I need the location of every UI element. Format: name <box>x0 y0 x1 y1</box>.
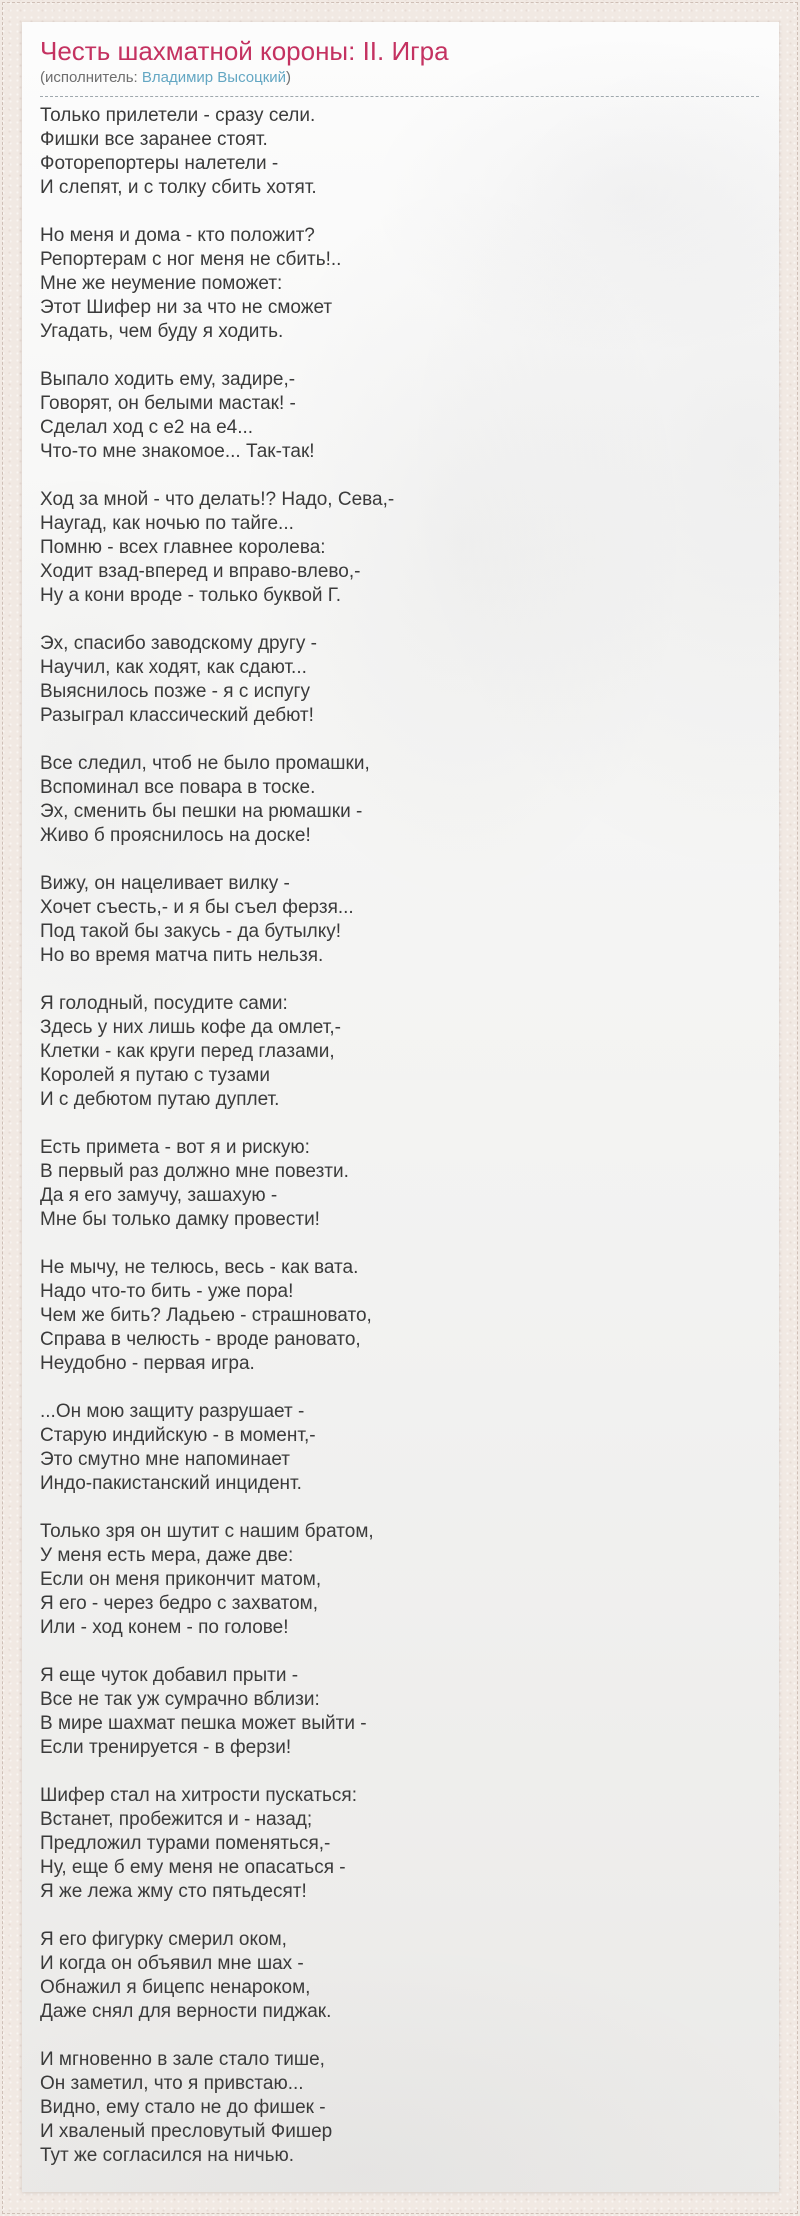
lyric-line: Я же лежа жму сто пятьдесят! <box>40 1881 307 1902</box>
lyric-line: Выяснилось позже - я с испугу <box>40 681 310 702</box>
lyric-line: Я его - через бедро с захватом, <box>40 1593 319 1614</box>
lyric-line: И слепят, и с толку сбить хотят. <box>40 177 317 198</box>
lyric-line: Сделал ход с е2 на е4... <box>40 417 254 438</box>
lyric-line: Или - ход конем - по голове! <box>40 1617 289 1638</box>
lyric-line: Шифер стал на хитрости пускаться: <box>40 1785 357 1806</box>
stanza <box>40 752 759 848</box>
lyric-line: Научил, как ходят, как сдают... <box>40 657 307 678</box>
lyric-line: Все следил, чтоб не было промашки, <box>40 753 370 774</box>
lyric-line: Видно, ему стало не до фишек - <box>40 2097 326 2118</box>
lyric-line: Справа в челюсть - вроде рановато, <box>40 1329 361 1350</box>
lyric-line: Только прилетели - сразу сели. <box>40 105 316 126</box>
stanza <box>40 1136 759 1232</box>
lyric-line: Надо что-то бить - уже пора! <box>40 1281 294 1302</box>
lyric-line: Репортерам с ног меня не сбить!.. <box>40 249 342 270</box>
lyric-line: Если он меня прикончит матом, <box>40 1569 322 1590</box>
lyric-line: Ну, еще б ему меня не опасаться - <box>40 1857 346 1878</box>
lyric-line: Обнажил я бицепс ненароком, <box>40 1977 311 1998</box>
stanza <box>40 1400 759 1496</box>
stanza <box>40 368 759 464</box>
stanza <box>40 224 759 344</box>
lyric-line: Есть примета - вот я и рискую: <box>40 1137 310 1158</box>
lyric-line: Я его фигурку смерил оком, <box>40 1929 287 1950</box>
performer-suffix: ) <box>286 69 292 86</box>
stanza <box>40 872 759 968</box>
page-title: Честь шахматной короны: II. Игра <box>40 36 449 66</box>
lyric-line: Помню - всех главнее королева: <box>40 537 326 558</box>
lyric-line: Неудобно - первая игра. <box>40 1353 255 1374</box>
lyric-line: Ходит взад-вперед и вправо-влево,- <box>40 561 361 582</box>
lyric-line: Наугад, как ночью по тайге... <box>40 513 294 534</box>
lyric-line: Говорят, он белыми мастак! - <box>40 393 296 414</box>
lyric-line: Фоторепортеры налетели - <box>40 153 279 174</box>
lyric-line: В мире шахмат пешка может выйти - <box>40 1713 367 1734</box>
lyric-line: Вспоминал все повара в тоске. <box>40 777 316 798</box>
lyric-line: Но меня и дома - кто положит? <box>40 225 315 246</box>
lyric-line: Ход за мной - что делать!? Надо, Сева,- <box>40 489 395 510</box>
lyric-line: У меня есть мера, даже две: <box>40 1545 294 1566</box>
lyric-line: Индо-пакистанский инцидент. <box>40 1473 302 1494</box>
lyric-line: Я еще чуток добавил прыти - <box>40 1665 299 1686</box>
lyric-line: Если тренируется - в ферзи! <box>40 1737 292 1758</box>
lyric-line: Фишки все заранее стоят. <box>40 129 268 150</box>
stanza <box>40 632 759 728</box>
lyric-line: И мгновенно в зале стало тише, <box>40 2049 325 2070</box>
lyric-line: Я голодный, посудите сами: <box>40 993 288 1014</box>
stanza <box>40 1784 759 1904</box>
lyric-line: Тут же согласился на ничью. <box>40 2145 295 2166</box>
artist-link[interactable]: Владимир Высоцкий <box>141 69 287 86</box>
lyric-line: ...Он мою защиту разрушает - <box>40 1401 305 1422</box>
lyric-line: Хочет съесть,- и я бы съел ферзя... <box>40 897 354 918</box>
performer-label: (исполнитель: <box>40 69 142 86</box>
lyric-line: Да я его замучу, зашахую - <box>40 1185 278 1206</box>
stanza <box>40 104 759 200</box>
lyric-line: Что-то мне знакомое... Так-так! <box>40 441 315 462</box>
stanza <box>40 2048 759 2168</box>
lyric-line: И хваленый пресловутый Фишер <box>40 2121 333 2142</box>
lyric-line: Только зря он шутит с нашим братом, <box>40 1521 374 1542</box>
stanza <box>40 488 759 608</box>
lyric-line: Даже снял для верности пиджак. <box>40 2001 332 2022</box>
stanza <box>40 1928 759 2024</box>
lyric-line: Но во время матча пить нельзя. <box>40 945 324 966</box>
lyric-line: Встанет, пробежится и - назад; <box>40 1809 313 1830</box>
lyric-line: И с дебютом путаю дуплет. <box>40 1089 280 1110</box>
lyric-line: Чем же бить? Ладьею - страшновато, <box>40 1305 372 1326</box>
lyric-line: Живо б прояснилось на доске! <box>40 825 311 846</box>
lyric-line: Разыграл классический дебют! <box>40 705 314 726</box>
stanza <box>40 992 759 1112</box>
lyric-line: Здесь у них лишь кофе да омлет,- <box>40 1017 341 1038</box>
lyric-line: Королей я путаю с тузами <box>40 1065 270 1086</box>
lyric-line: Предложил турами поменяться,- <box>40 1833 331 1854</box>
lyrics <box>40 104 759 2168</box>
lyric-line: Старую индийскую - в момент,- <box>40 1425 316 1446</box>
lyric-line: Под такой бы закусь - да бутылку! <box>40 921 342 942</box>
lyric-line: Ну а кони вроде - только буквой Г. <box>40 585 342 606</box>
stanza <box>40 1520 759 1640</box>
lyric-line: Эх, спасибо заводскому другу - <box>40 633 317 654</box>
lyric-line: Угадать, чем буду я ходить. <box>40 321 284 342</box>
lyric-line: Мне бы только дамку провести! <box>40 1209 320 1230</box>
lyric-line: Мне же неумение поможет: <box>40 273 283 294</box>
lyric-line: Клетки - как круги перед глазами, <box>40 1041 335 1062</box>
performer-line <box>40 69 759 97</box>
stanza <box>40 1664 759 1760</box>
lyric-line: И когда он объявил мне шах - <box>40 1953 304 1974</box>
lyric-line: Не мычу, не телюсь, весь - как вата. <box>40 1257 359 1278</box>
lyric-line: Выпало ходить ему, задире,- <box>40 369 296 390</box>
lyric-line: Это смутно мне напоминает <box>40 1449 290 1470</box>
lyric-line: Эх, сменить бы пешки на рюмашки - <box>40 801 363 822</box>
lyric-line: Этот Шифер ни за что не сможет <box>40 297 333 318</box>
lyric-line: В первый раз должно мне повезти. <box>40 1161 349 1182</box>
lyric-line: Вижу, он нацеливает вилку - <box>40 873 290 894</box>
lyric-line: Все не так уж сумрачно вблизи: <box>40 1689 320 1710</box>
stanza <box>40 1256 759 1376</box>
lyrics-card <box>22 22 779 2192</box>
lyric-line: Он заметил, что я привстаю... <box>40 2073 304 2094</box>
